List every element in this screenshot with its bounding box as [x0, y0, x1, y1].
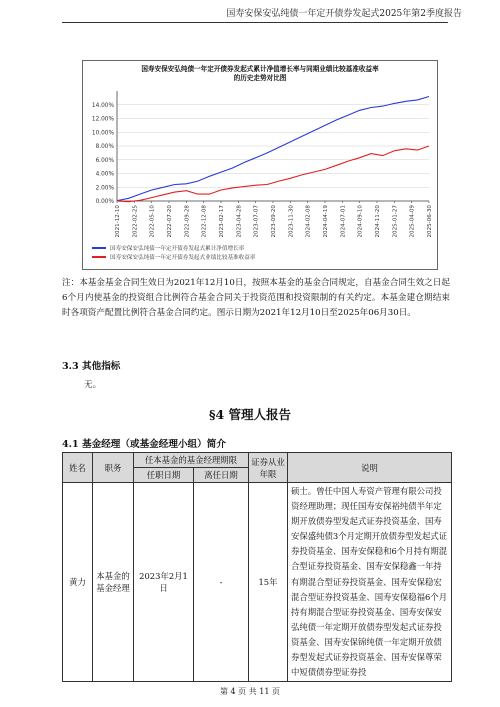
x-tick-label: 2025-06-30 — [427, 205, 433, 238]
chart-title-line-1: 国寿安保安弘纯债一年定开债券发起式累计净值增长率与同期业绩比较基准收益率 — [141, 65, 379, 73]
page-header: 国寿安保安弘纯债一年定开债券发起式2025年第2季度报告 — [226, 9, 462, 19]
x-tick-label: 2021-12-10 — [115, 205, 121, 238]
x-tick-label: 2023-04-28 — [236, 205, 243, 238]
x-tick-label: 2024-02-08 — [305, 205, 312, 238]
x-tick-label: 2022-02-25 — [132, 205, 139, 238]
col-end: 离任日期 — [194, 468, 249, 483]
series-line-nav — [117, 97, 429, 201]
chart-title-line-2: 的历史走势对比图 — [233, 74, 287, 82]
x-tick-label: 2022-12-08 — [201, 205, 208, 238]
cell-end: - — [194, 483, 249, 682]
col-role: 职务 — [93, 453, 134, 483]
col-desc: 说明 — [288, 453, 452, 483]
col-years: 证券从业年限 — [249, 453, 288, 483]
chart-plot — [83, 61, 437, 269]
cell-years: 15年 — [249, 483, 288, 682]
col-term: 任本基金的基金经理期限 — [134, 453, 249, 468]
header-rule — [62, 22, 448, 23]
y-tick-label: 12.00% — [91, 116, 114, 123]
section-4-1-title: 4.1 基金经理（或基金经理小组）简介 — [62, 439, 226, 450]
x-tick-label: 2024-04-19 — [323, 205, 329, 238]
cell-start: 2023年2月1日 — [134, 483, 194, 682]
x-tick-label: 2024-07-01 — [340, 205, 347, 238]
legend-swatch-blue — [92, 247, 106, 249]
y-tick-label: 14.00% — [91, 102, 114, 109]
y-tick-label: 8.00% — [95, 144, 114, 150]
page-footer: 第 4 页 共 11 页 — [220, 687, 280, 696]
section-4-title: §4 管理人报告 — [208, 407, 292, 422]
legend-swatch-red — [92, 256, 106, 258]
chart-note: 注：本基金基金合同生效日为2021年12月10日，按照本基金的基金合同规定，自基金合同生效之日起6个月内使基金的投资组合比例符合基金合同关于投资范围和投资限制的有关约定。本基金建仓期结束时各项资产配置比例符合基金合同约定。图示日期为2021年12月10日至2025年06月30日。 — [62, 278, 450, 318]
series-line-benchmark — [117, 146, 429, 202]
x-tick-label: 2022-07-20 — [167, 205, 173, 238]
x-tick-label: 2024-09-10 — [357, 205, 364, 238]
section-3-3-body: 无。 — [84, 380, 102, 390]
x-tick-label: 2022-09-28 — [184, 205, 191, 238]
x-tick-label: 2025-04-09 — [409, 205, 416, 238]
y-tick-label: 2.00% — [95, 185, 114, 192]
x-tick-label: 2022-05-10 — [149, 205, 156, 238]
nav-growth-chart — [82, 60, 438, 270]
legend-label-benchmark: 国寿安保安弘纯债一年定开债券发起式业绩比较基准收益率 — [110, 254, 256, 261]
y-tick-label: 0.00% — [95, 199, 114, 205]
table-header-row — [63, 453, 452, 468]
x-tick-label: 2024-11-20 — [375, 205, 381, 238]
x-tick-label: 2023-07-07 — [253, 205, 260, 238]
x-tick-label: 2023-09-20 — [271, 205, 277, 238]
legend-item-nav — [92, 243, 255, 252]
cell-name: 黄力 — [63, 483, 93, 682]
legend-item-benchmark — [92, 252, 255, 261]
cell-desc: 硕士。曾任中国人寿资产管理有限公司投资经理助理；现任国寿安保裕纯债半年定期开放债券型发起式证券投资基金、国寿安保盛纯债3个月定期开放债券型发起式证券投资基金、国寿安保稳和6个月持有期混合型证券投资基金、国寿安保稳鑫一年持有期混合型证券投资基金、国寿安保稳宏混合型证券投资基金、国寿安保稳福6个月持有期混合型证券投资基金、国寿安保安弘纯债一年定期开放债券型发起式证券投资基金、国寿安保锦纯债一年定期开放债券型发起式证券投资基金、国寿安保尊荣中短债债券型证券投 — [288, 483, 452, 682]
col-start: 任职日期 — [134, 468, 194, 483]
y-tick-label: 6.00% — [95, 157, 114, 164]
col-name: 姓名 — [63, 453, 93, 483]
table-row — [63, 483, 452, 682]
x-tick-label: 2025-01-27 — [392, 205, 399, 238]
legend-label-nav: 国寿安保安弘纯债一年定开债券发起式累计净值增长率 — [110, 245, 245, 252]
x-tick-label: 2023-11-30 — [288, 205, 295, 238]
cell-role: 本基金的基金经理 — [93, 483, 134, 682]
y-tick-label: 4.00% — [95, 171, 114, 178]
fund-manager-table — [62, 452, 452, 682]
chart-legend — [92, 243, 255, 261]
y-tick-label: 10.00% — [91, 130, 114, 137]
x-tick-label: 2023-02-17 — [219, 205, 225, 238]
section-3-3-title: 3.3 其他指标 — [62, 361, 121, 372]
